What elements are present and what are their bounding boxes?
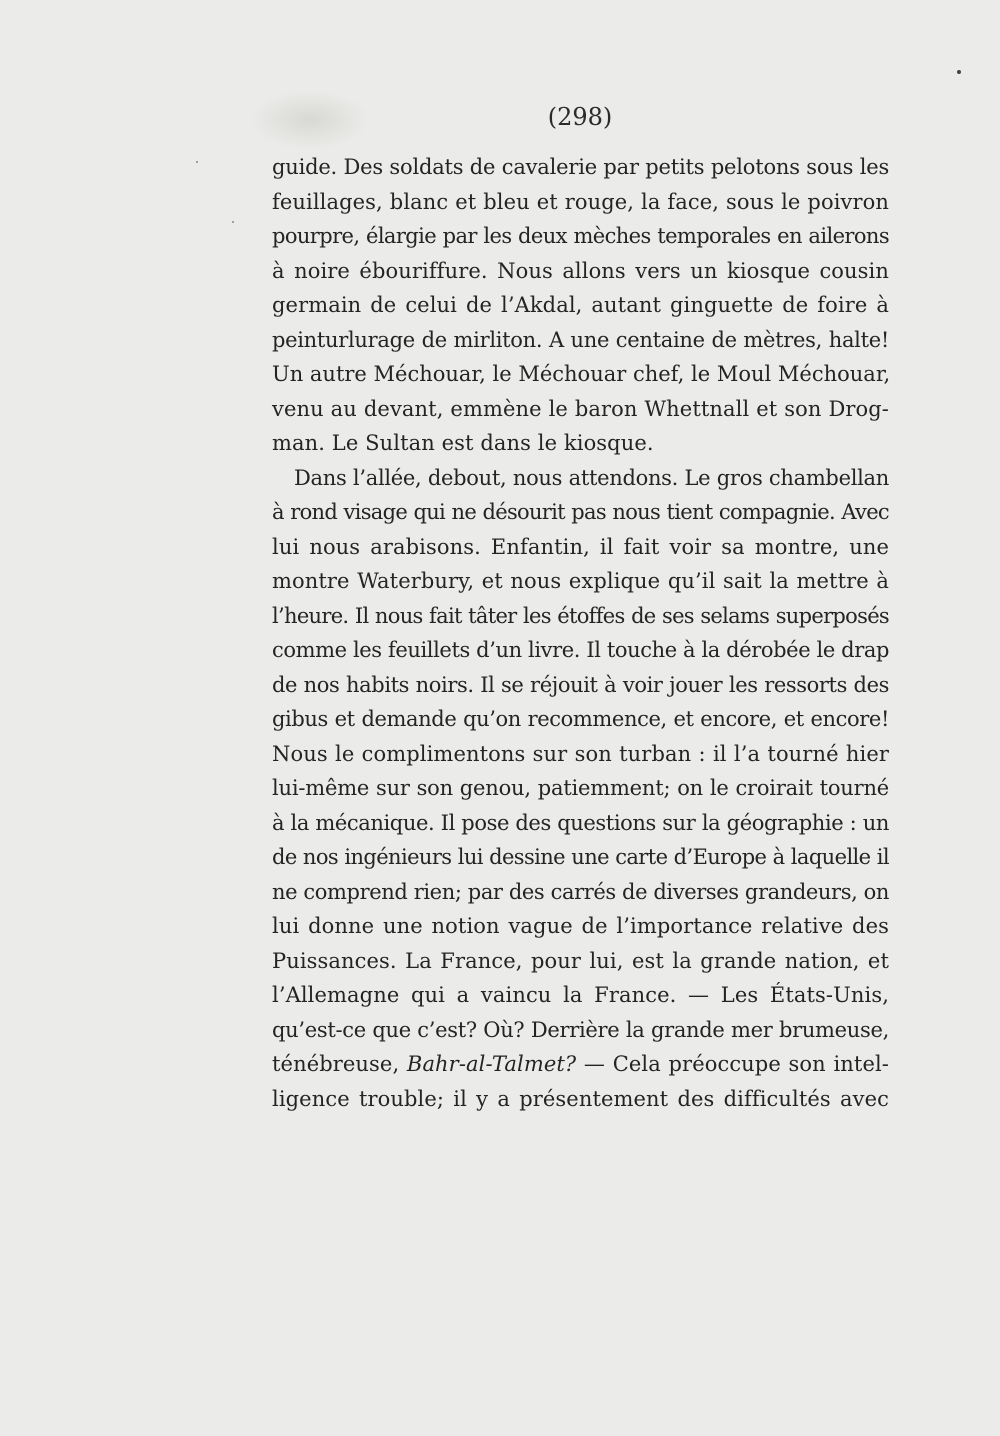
ink-speck [196, 161, 198, 163]
ink-speck [232, 221, 234, 223]
text-line: Nous le complimentons sur son turban : il l’a tourné hier [272, 741, 889, 766]
text-line: qu’est-ce que c’est? Où? Derrière la grande mer brumeuse, [272, 1017, 889, 1042]
text-line: pourpre, élargie par les deux mèches temporales en ailerons [272, 224, 889, 248]
text-line: ligence trouble; il y a présentement des difficultés avec [272, 1086, 889, 1111]
text-line: à la mécanique. Il pose des questions sur la géographie : un [272, 810, 889, 835]
paragraph-2 [272, 461, 889, 1117]
text-line: man. Le Sultan est dans le kiosque. [272, 431, 654, 455]
text-line: lui-même sur son genou, patiemment; on le croirait tourné [272, 776, 889, 800]
text-line: de nos habits noirs. Il se réjouit à voir jouer les ressorts des [272, 672, 889, 697]
text-line: guide. Des soldats de cavalerie par petits pelotons sous les [272, 155, 890, 179]
paragraph-1 [272, 150, 889, 461]
text-line: ne comprend rien; par des carrés de diverses grandeurs, on [272, 879, 889, 904]
text-line: lui donne une notion vague de l’importance relative des [272, 914, 889, 938]
text-line: Un autre Méchouar, le Méchouar chef, le Moul Méchouar, [272, 362, 891, 386]
text-line: germain de celui de l’Akdal, autant ginguette de foire à [272, 293, 889, 317]
page-number: (298) [547, 103, 613, 131]
text-segment: — Cela préoccupe son intel- [576, 1052, 889, 1076]
text-line: peinturlurage de mirliton. A une centaine de mètres, halte! [272, 327, 889, 352]
text-line: gibus et demande qu’on recommence, et encore, et encore! [272, 707, 889, 731]
italic-term: Bahr-al-Talmet? [406, 1052, 577, 1076]
text-segment: ténébreuse, [272, 1052, 407, 1076]
text-line: l’heure. Il nous fait tâter les étoffes de ses selams superposés [272, 603, 889, 628]
text-line: comme les feuillets d’un livre. Il touche à la dérobée le drap [272, 638, 889, 662]
text-line: Puissances. La France, pour lui, est la grande nation, et [272, 948, 889, 973]
text-line: Dans l’allée, debout, nous attendons. Le gros chambellan [294, 465, 889, 490]
text-line: à noire ébouriffure. Nous allons vers un kiosque cousin [272, 258, 889, 283]
text-line: l’Allemagne qui a vaincu la France. — Les États-Unis, [272, 983, 889, 1007]
text-line: feuillages, blanc et bleu et rouge, la face, sous le poivron [272, 189, 889, 214]
text-line: lui nous arabisons. Enfantin, il fait voir sa montre, une [272, 534, 889, 559]
body-text [272, 150, 889, 1116]
text-line: montre Waterbury, et nous explique qu’il sait la mettre à [272, 569, 889, 593]
text-line: de nos ingénieurs lui dessine une carte d’Europe à laquelle il [272, 845, 889, 869]
ink-speck [957, 70, 961, 74]
text-line: à rond visage qui ne désourit pas nous tient compagnie. Avec [272, 500, 889, 524]
text-line: venu au devant, emmène le baron Whettnall et son Drog- [272, 396, 889, 421]
text-line-with-italic [272, 1047, 889, 1082]
